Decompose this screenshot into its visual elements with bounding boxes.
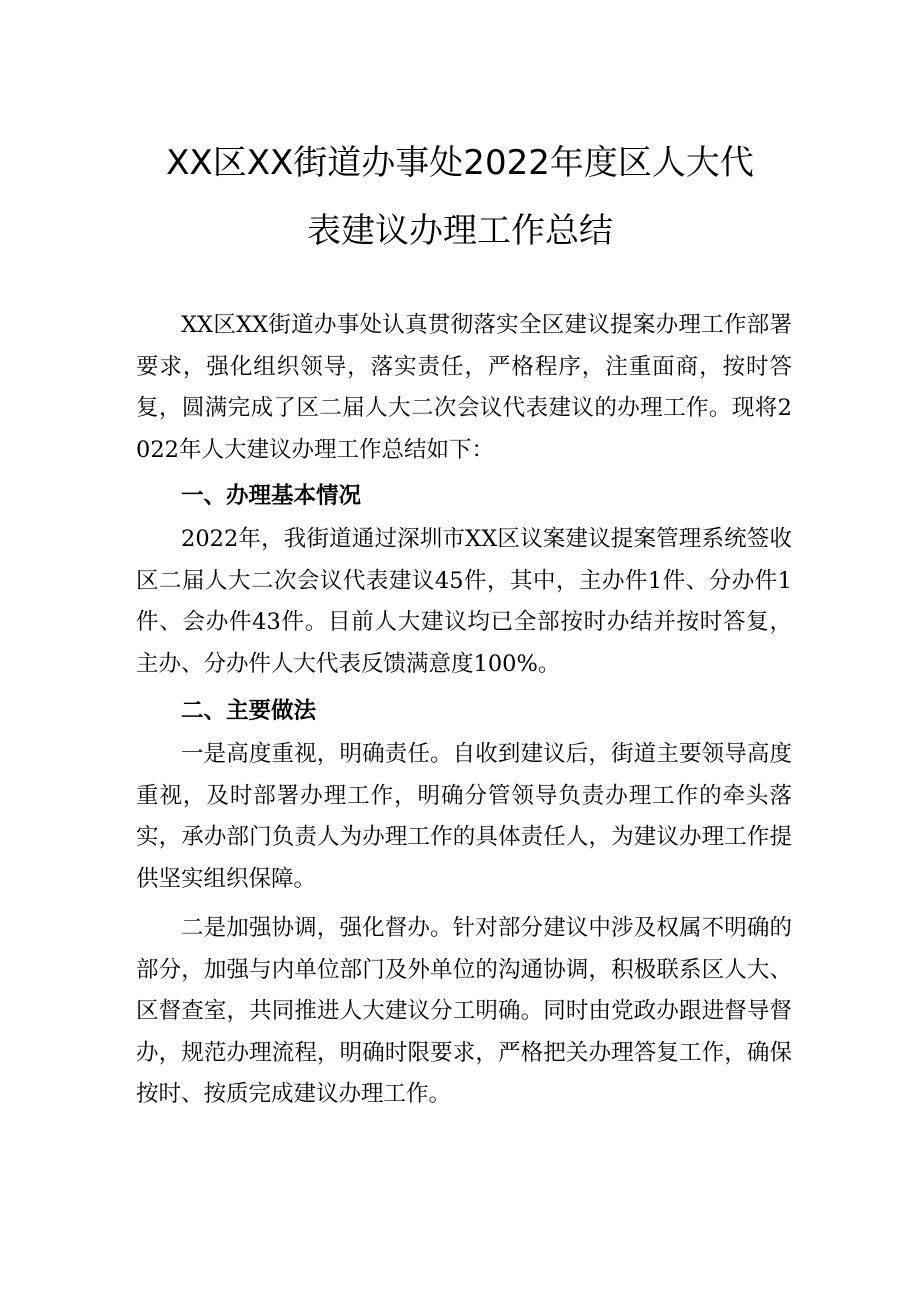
practice-point-2-paragraph: 二是加强协调，强化督办。针对部分建议中涉及权属不明确的部分，加强与内单位部门及外单位的沟通协调，积极联系区人大、区督查室，共同推进人大建议分工明确。同时由党政办跟进督导督办，规范办理流程，明确时限要求，严格把关办理答复工作，确保按时、按质完成建议办理工作。 [136,915,792,1107]
basic-situation-paragraph: 2022年，我街道通过深圳市XX区议案建议提案管理系统签收区二届人大二次会议代表建议45件，其中，主办件1件、分办件1件、会办件43件。目前人大建议均已全部按时办结并按时答复，主办、分办件人大代表反馈满意度100%。 [136,526,792,677]
document-title-line-1: XX区XX街道办事处2022年度区人大代 [166,143,754,183]
intro-paragraph: XX区XX街道办事处认真贯彻落实全区建议提案办理工作部署要求，强化组织领导，落实责任，严格程序，注重面商，按时答复，圆满完成了区二届人大二次会议代表建议的办理工作。现将2022年人大建议办理工作总结如下： [136,312,792,463]
section-heading-basic-situation: 一、办理基本情况 [181,483,362,509]
document-title-line-2: 表建议办理工作总结 [307,211,613,251]
practice-point-1-paragraph: 一是高度重视，明确责任。自收到建议后，街道主要领导高度重视，及时部署办理工作，明确分管领导负责办理工作的牵头落实，承办部门负责人为办理工作的具体责任人，为建议办理工作提供坚实组织保障。 [136,741,792,892]
section-heading-main-practices: 二、主要做法 [181,698,317,724]
